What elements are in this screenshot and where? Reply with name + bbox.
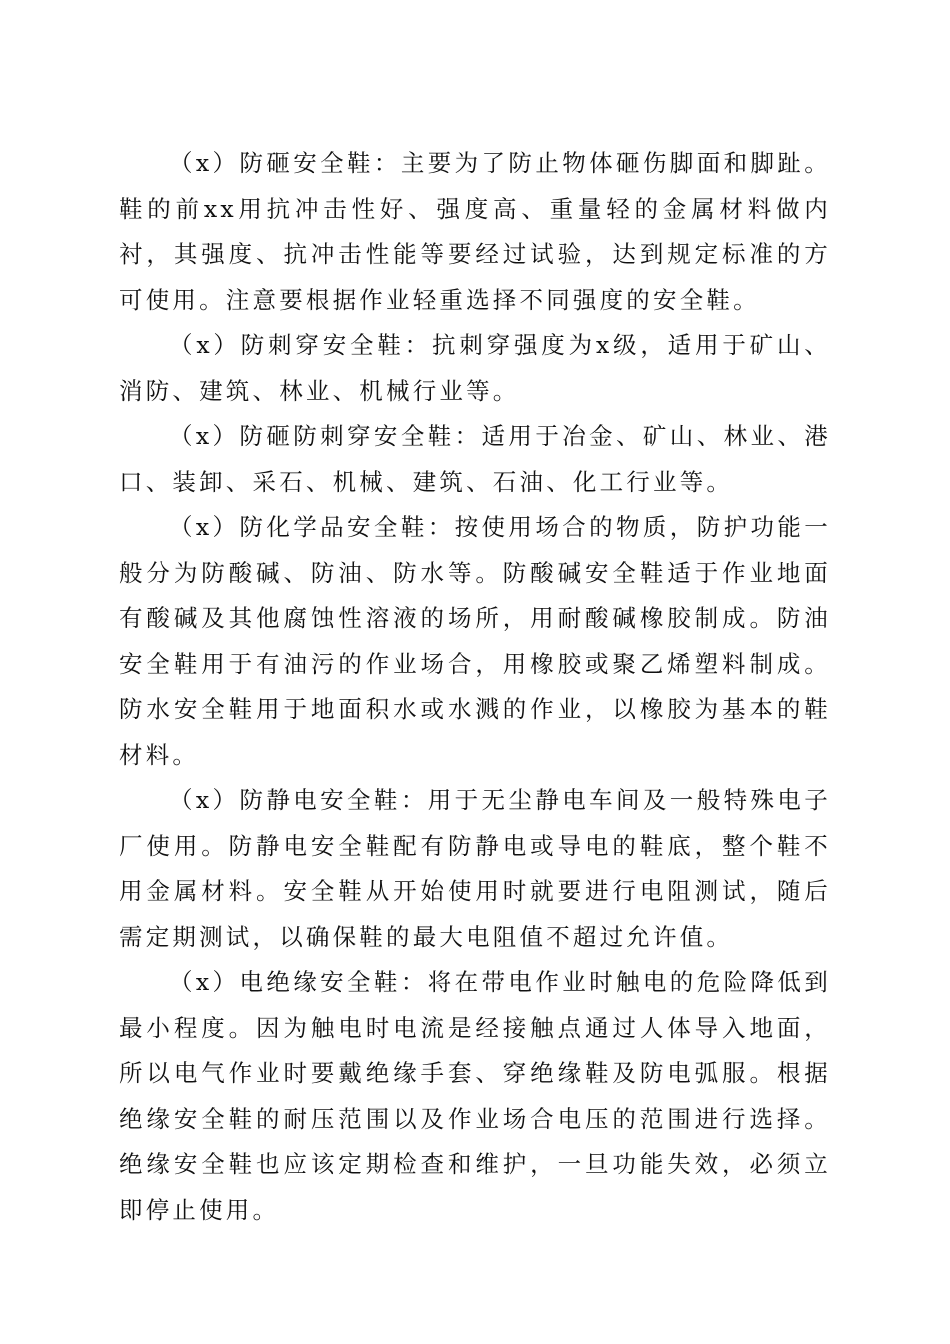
document-body xyxy=(119,141,831,1233)
paragraph-anti-static-shoes: （x）防静电安全鞋：用于无尘静电车间及一般特殊电子厂使用。防静电安全鞋配有防静电或导电的鞋底，整个鞋不用金属材料。安全鞋从开始使用时就要进行电阻测试，随后需定期测试，以确保鞋的最大电阻值不超过允许值。 xyxy=(119,786,831,951)
paragraph-electrical-insulating-shoes: （x）电绝缘安全鞋：将在带电作业时触电的危险降低到最小程度。因为触电时电流是经接触点通过人体导入地面，所以电气作业时要戴绝缘手套、穿绝缘鞋及防电弧服。根据绝缘安全鞋的耐压范围以及作业场合电压的范围进行选择。绝缘安全鞋也应该定期检查和维护，一旦功能失效，必须立即停止使用。 xyxy=(119,968,831,1224)
paragraph-anti-smash-puncture-shoes: （x）防砸防刺穿安全鞋：适用于冶金、矿山、林业、港口、装卸、采石、机械、建筑、石油、化工行业等。 xyxy=(119,422,831,496)
paragraph-anti-puncture-shoes: （x）防刺穿安全鞋：抗刺穿强度为x级，适用于矿山、消防、建筑、林业、机械行业等。 xyxy=(119,331,831,405)
paragraph-chemical-resistant-shoes: （x）防化学品安全鞋：按使用场合的物质，防护功能一般分为防酸碱、防油、防水等。防酸碱安全鞋适于作业地面有酸碱及其他腐蚀性溶液的场所，用耐酸碱橡胶制成。防油安全鞋用于有油污的作业场合，用橡胶或聚乙烯塑料制成。防水安全鞋用于地面积水或水溅的作业，以橡胶为基本的鞋材料。 xyxy=(119,513,831,769)
paragraph-anti-smash-shoes: （x）防砸安全鞋：主要为了防止物体砸伤脚面和脚趾。鞋的前xx用抗冲击性好、强度高、重量轻的金属材料做内衬，其强度、抗冲击性能等要经过试验，达到规定标准的方可使用。注意要根据作业轻重选择不同强度的安全鞋。 xyxy=(119,149,831,314)
